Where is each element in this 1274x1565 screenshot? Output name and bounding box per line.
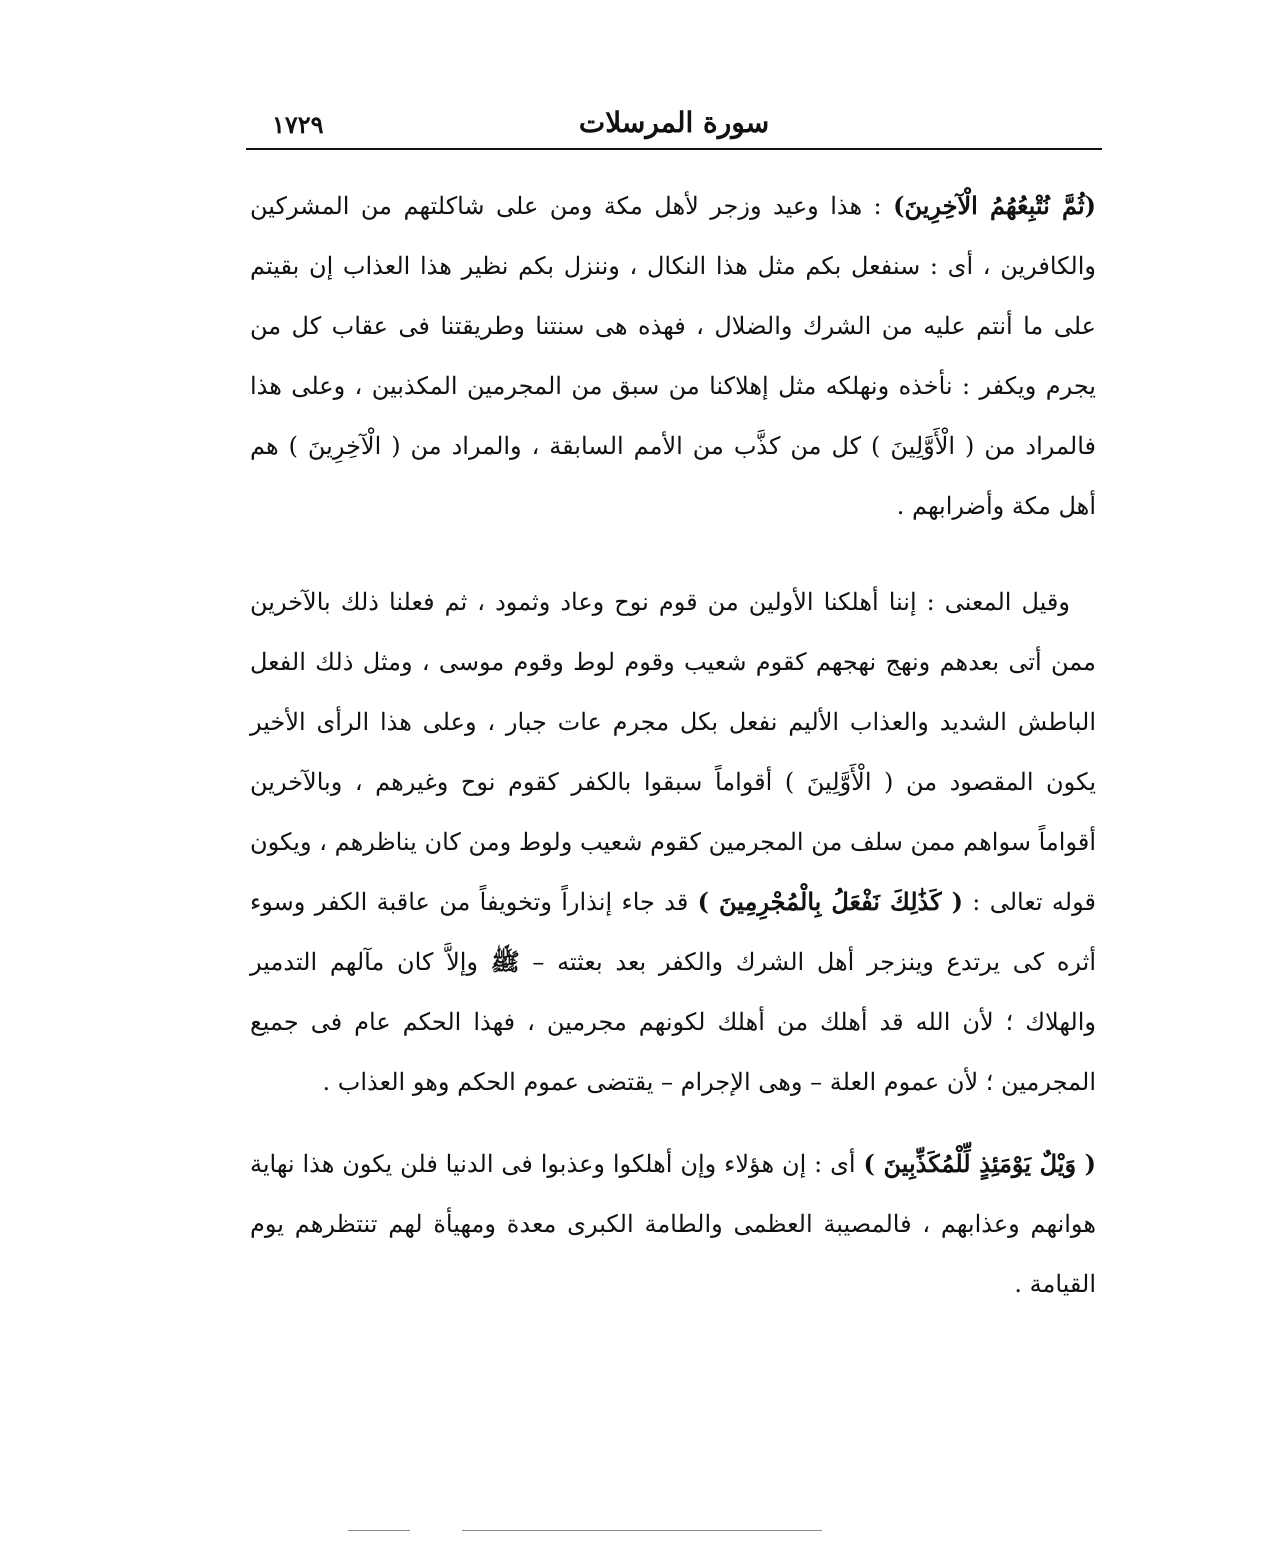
page-number: ١٧٢٩ bbox=[272, 110, 324, 139]
commentary-text: وقيل المعنى : إننا أهلكنا الأولين من قوم نوح وعاد وثمود ، ثم فعلنا ذلك بالآخرين ممن أتى بعدهم ونهج نهجهم كقوم شعيب وقوم لوط وقوم موسى ، ومثل ذلك الفعل الباطش الشديد والعذاب الأليم نفعل بكل مجرم عات جبار ، وعلى هذا الرأى الأخير يكون المقصود من ( الْأَوَّلِينَ ) أقواماً سبقوا بالكفر كقوم نوح وغيرهم ، وبالآخرين أقواماً سواهم ممن سلف من المجرمين كقوم شعيب ولوط ومن كان يناظرهم ، ويكون قوله تعالى : bbox=[250, 588, 1096, 916]
tafsir-body bbox=[250, 176, 1096, 1314]
commentary-text: قد جاء إنذاراً وتخويفاً من عاقبة الكفر وسوء أثره كى يرتدع وينزجر أهل الشرك والكفر بعد بعثته – bbox=[250, 888, 1096, 976]
paragraph-2 bbox=[250, 572, 1096, 1112]
quran-verse: ( وَيْلٌ يَوْمَئِذٍ لِّلْمُكَذِّبِينَ ) bbox=[863, 1149, 1097, 1178]
honorific-glyph: ﷺ bbox=[490, 947, 520, 976]
header-divider bbox=[246, 148, 1102, 150]
commentary-text: : هذا وعيد وزجر لأهل مكة ومن على شاكلتهم من المشركين والكافرين ، أى : سنفعل بكم مثل هذا النكال ، وننزل بكم نظير هذا العذاب إن بقيتم على ما أنتم عليه من الشرك والضلال ، فهذه هى سنتنا وطريقتنا فى عقاب كل من يجرم ويكفر : نأخذه ونهلكه مثل إهلاكنا من سبق من المجرمين المكذبين ، وعلى هذا فالمراد من ( الْأَوَّلِينَ ) كل من كذَّب من الأمم السابقة ، والمراد من ( الْآخِرِينَ ) هم أهل مكة وأضرابهم . bbox=[250, 192, 1096, 520]
paragraph-3 bbox=[250, 1134, 1096, 1314]
paragraph-1 bbox=[250, 176, 1096, 536]
footer-mark bbox=[462, 1530, 822, 1531]
quran-verse: (ثُمَّ نُتْبِعُهُمُ الْآخِرِينَ) bbox=[893, 191, 1096, 220]
commentary-text: أى : إن هؤلاء وإن أهلكوا وعذبوا فى الدنيا فلن يكون هذا نهاية هوانهم وعذابهم ، فالمصيبة العظمى والطامة الكبرى معدة ومهيأة لهم تنتظرهم يوم القيامة . bbox=[250, 1150, 1096, 1298]
footer-mark bbox=[348, 1530, 410, 1531]
quran-verse: ( كَذَٰلِكَ نَفْعَلُ بِالْمُجْرِمِينَ ) bbox=[697, 887, 963, 916]
page-header bbox=[248, 104, 1100, 148]
commentary-text: وإلاَّ كان مآلهم التدمير والهلاك ؛ لأن الله قد أهلك من أهلك لكونهم مجرمين ، فهذا الحكم عام فى جميع المجرمين ؛ لأن عموم العلة – وهى الإجرام – يقتضى عموم الحكم وهو العذاب . bbox=[250, 948, 1096, 1096]
surah-title: سورة المرسلات bbox=[578, 106, 770, 139]
